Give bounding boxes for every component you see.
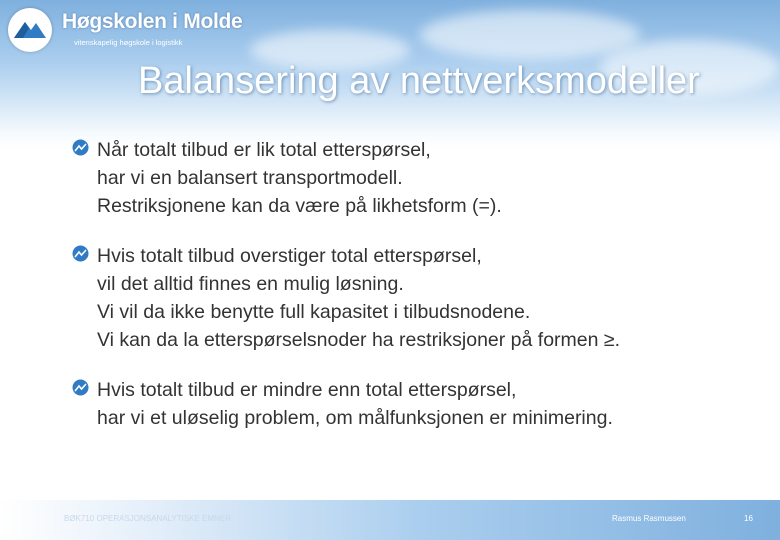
bullet-item: [72, 242, 772, 354]
cloud-decoration: [420, 10, 640, 60]
bullet-line: vil det alltid finnes en mulig løsning.: [97, 273, 404, 295]
school-name: Høgskolen i Molde: [62, 10, 243, 33]
bullet-icon: [72, 379, 89, 396]
bullet-item: [72, 376, 772, 432]
bullet-line: Hvis totalt tilbud overstiger total etterspørsel,: [97, 245, 482, 267]
slide-title: Balansering av nettverksmodeller: [138, 60, 700, 102]
bullet-icon: [72, 139, 89, 156]
bullet-line: Når totalt tilbud er lik total etterspørsel,: [97, 139, 431, 161]
school-logo: [8, 8, 243, 52]
bullet-line: Restriksjonene kan da være på likhetsform (=).: [97, 195, 502, 217]
bullet-list: [72, 136, 772, 454]
bullet-line: Hvis totalt tilbud er mindre enn total etterspørsel,: [97, 379, 517, 401]
page-number: 16: [744, 514, 753, 523]
bullet-line: Vi vil da ikke benytte full kapasitet i tilbudsnodene.: [97, 301, 531, 323]
bullet-line: Vi kan da la etterspørselsnoder ha restriksjoner på formen ≥.: [97, 329, 621, 351]
bullet-line: har vi en balansert transportmodell.: [97, 167, 403, 189]
school-tagline: vitenskapelig høgskole i logistikk: [74, 38, 183, 47]
footer-course: BØK710 OPERASJONSANALYTISKE EMNER: [64, 514, 232, 523]
slide-footer: [0, 500, 780, 540]
bullet-icon: [72, 245, 89, 262]
bullet-item: [72, 136, 772, 220]
mountain-logo-icon: [8, 8, 52, 52]
bullet-line: har vi et uløselig problem, om målfunksjonen er minimering.: [97, 407, 613, 429]
footer-author: Rasmus Rasmussen: [612, 514, 686, 523]
